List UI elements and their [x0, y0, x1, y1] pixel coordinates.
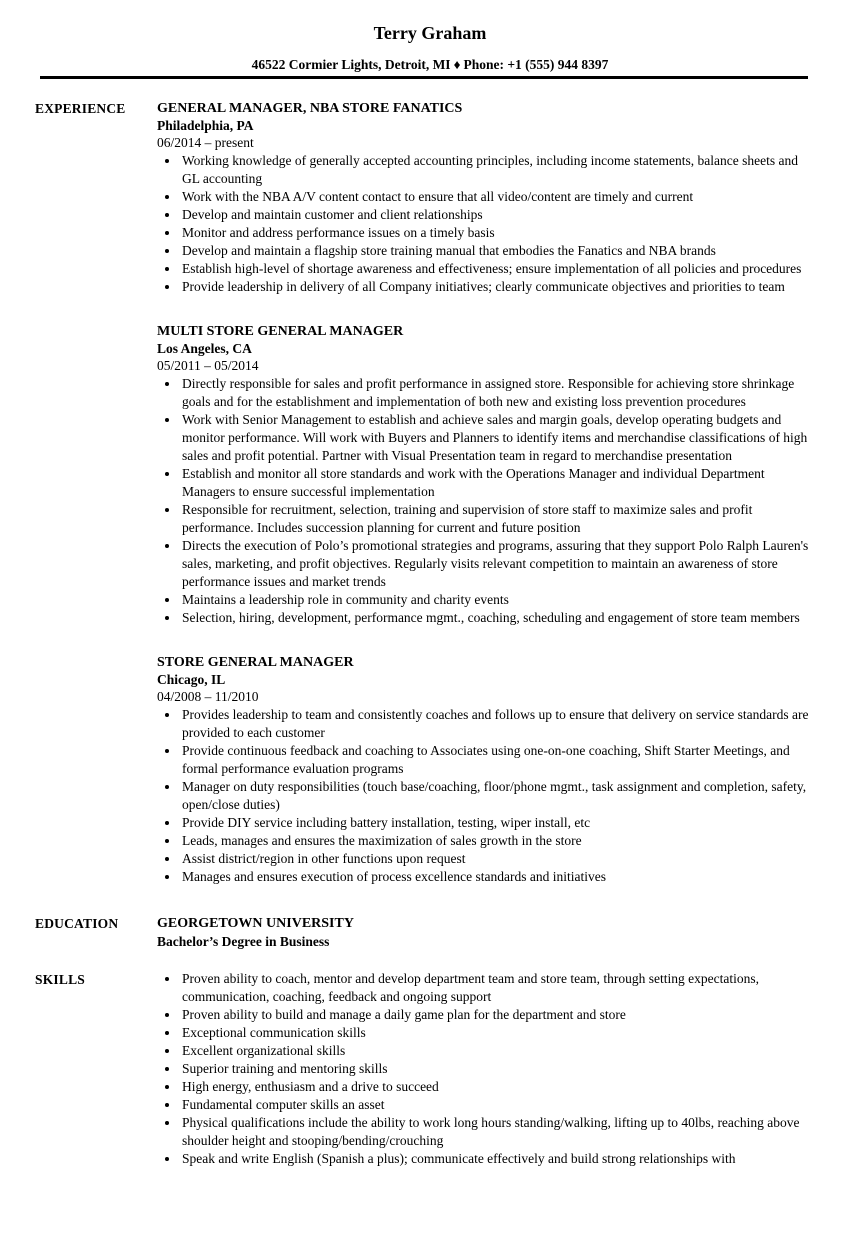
diamond-icon: ♦ — [453, 57, 461, 72]
bullet-item: • Responsible for recruitment, selection, training and supervision of store staff to maximize sales and profit performance. Includes succession planning for current and future position — [180, 501, 815, 537]
section-label-experience: EXPERIENCE — [35, 101, 126, 116]
job-dates: 05/2011 – 05/2014 — [157, 358, 259, 373]
bullet-item: • Establish and monitor all store standards and work with the Operations Manager and individual Department Managers to ensure successful implementation — [180, 465, 815, 501]
job-location: Chicago, IL — [157, 672, 226, 687]
bullet-item: • Working knowledge of generally accepted accounting principles, including income statements, balance sheets and GL accounting — [180, 152, 815, 188]
bullet-item: • Establish high-level of shortage awareness and effectiveness; ensure implementation of all policies and procedures — [180, 260, 815, 278]
job-title: MULTI STORE GENERAL MANAGER — [157, 324, 404, 339]
address-text: 46522 Cormier Lights, Detroit, MI — [251, 57, 451, 72]
job-title: GENERAL MANAGER, NBA STORE FANATICS — [157, 101, 463, 116]
bullet-item: • Provide leadership in delivery of all Company initiatives; clearly communicate objectives and priorities to team — [180, 278, 815, 296]
bullet-item: • Proven ability to coach, mentor and develop department team and store team, through setting expectations, communication, coaching, feedback and ongoing support — [180, 970, 815, 1006]
bullet-item: • Monitor and address performance issues on a timely basis — [180, 224, 815, 242]
bullet-item: • Exceptional communication skills — [180, 1024, 815, 1042]
job-entry-3 — [157, 653, 815, 886]
bullet-item: • Provide continuous feedback and coaching to Associates using one-on-one coaching, Shift Starter Meetings, and formal performance evaluation programs — [180, 742, 815, 778]
bullet-item: • Excellent organizational skills — [180, 1042, 815, 1060]
experience-section — [0, 99, 860, 886]
job-bullet-list — [157, 152, 815, 296]
job-location: Philadelphia, PA — [157, 118, 254, 133]
job-entry-1 — [157, 99, 815, 296]
job-bullet-list — [157, 706, 815, 886]
bullet-item: • Directs the execution of Polo’s promotional strategies and programs, assuring that they support Polo Ralph Lauren's sales, marketing, and profit objectives. Regularly visits relevant competition to maintain an awareness of store performance issues and market trends — [180, 537, 815, 591]
experience-content — [157, 99, 860, 886]
skills-section — [0, 970, 860, 1168]
bullet-item: • Superior training and mentoring skills — [180, 1060, 815, 1078]
bullet-item: • Develop and maintain a flagship store training manual that embodies the Fanatics and NBA brands — [180, 242, 815, 260]
bullet-item: • Speak and write English (Spanish a plus); communicate effectively and build strong relationships with — [180, 1150, 815, 1168]
section-label-skills: SKILLS — [35, 972, 85, 987]
bullet-item: • Manager on duty responsibilities (touch base/coaching, floor/phone mgmt., task assignment and completion, safety, open/close duties) — [180, 778, 815, 814]
bullet-item: • Work with the NBA A/V content contact to ensure that all video/content are timely and current — [180, 188, 815, 206]
education-section — [0, 914, 860, 951]
job-dates: 06/2014 – present — [157, 135, 254, 150]
bullet-item: • Provide DIY service including battery installation, testing, wiper install, etc — [180, 814, 815, 832]
bullet-item: • Directly responsible for sales and profit performance in assigned store. Responsible for achieving store shrinkage goals and for the establishment and implementation of both new and existing loss prevention procedures — [180, 375, 815, 411]
bullet-item: • Assist district/region in other functions upon request — [180, 850, 815, 868]
school-name: GEORGETOWN UNIVERSITY — [157, 916, 354, 931]
job-title: STORE GENERAL MANAGER — [157, 655, 354, 670]
bullet-item: • Fundamental computer skills an asset — [180, 1096, 815, 1114]
bullet-item: • Physical qualifications include the ability to work long hours standing/walking, lifting up to 40lbs, reaching above shoulder height and stooping/bending/crouching — [180, 1114, 815, 1150]
section-label-education: EDUCATION — [35, 916, 119, 931]
job-location: Los Angeles, CA — [157, 341, 252, 356]
job-dates: 04/2008 – 11/2010 — [157, 689, 259, 704]
bullet-item: • Develop and maintain customer and client relationships — [180, 206, 815, 224]
resume-name: Terry Graham — [373, 23, 487, 43]
job-bullet-list — [157, 375, 815, 627]
header-divider — [40, 76, 808, 79]
degree-name: Bachelor’s Degree in Business — [157, 934, 330, 949]
job-entry-2 — [157, 322, 815, 627]
contact-line — [0, 56, 860, 74]
education-content — [157, 914, 860, 951]
bullet-item: • Maintains a leadership role in community and charity events — [180, 591, 815, 609]
bullet-item: • Leads, manages and ensures the maximization of sales growth in the store — [180, 832, 815, 850]
bullet-item: • Manages and ensures execution of process excellence standards and initiatives — [180, 868, 815, 886]
bullet-item: • Work with Senior Management to establish and achieve sales and margin goals, develop operating budgets and monitor performance. Will work with Buyers and Planners to identify items and merchandise classifications of high sales and profit potential. Partner with Visual Presentation team in regard to merchandise presentation — [180, 411, 815, 465]
skills-bullet-list — [157, 970, 815, 1168]
skills-content — [157, 970, 860, 1168]
bullet-item: • Selection, hiring, development, performance mgmt., coaching, scheduling and engagement of store team members — [180, 609, 815, 627]
bullet-item: • High energy, enthusiasm and a drive to succeed — [180, 1078, 815, 1096]
phone-text: Phone: +1 (555) 944 8397 — [463, 57, 609, 72]
bullet-item: • Proven ability to build and manage a daily game plan for the department and store — [180, 1006, 815, 1024]
bullet-item: • Provides leadership to team and consistently coaches and follows up to ensure that delivery on service standards are provided to each customer — [180, 706, 815, 742]
